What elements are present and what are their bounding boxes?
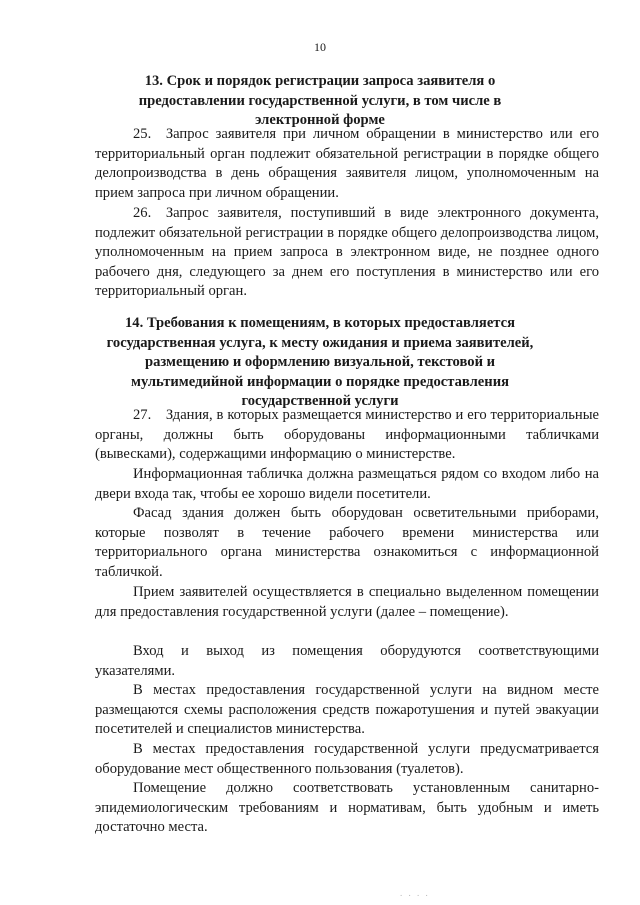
paragraph-sanitary: Помещение должно соответствовать установленным санитарно-эпидемиологическим требованиям и нормативам, быть удобным и иметь достаточно места. xyxy=(95,780,599,836)
paragraph-25: 25. Запрос заявителя при личном обращении в министерство или его территориальный орган подлежит обязательной регистрации в порядке общего делопроизводства в день обращения заявителя лицом, уполномоченным на прием запроса при личном обращении. xyxy=(95,126,599,201)
paragraph-reception: Прием заявителей осуществляется в специально выделенном помещении для предоставления государственной услуги (далее – помещение). xyxy=(95,584,599,620)
page-number: 10 xyxy=(314,40,326,54)
section-14-heading: 14. Требования к помещениям, в которых предоставляется государственная услуга, к месту ожидания и приема заявителей, размещению и оформлению визуальной, текстовой и мультимедийной информации о порядке предоставления государственной услуги xyxy=(106,315,534,410)
section-13-heading: 13. Срок и порядок регистрации запроса заявителя о предоставлении государственной услуги, в том числе в электронной форме xyxy=(138,73,502,129)
paragraph-toilets: В местах предоставления государственной услуги предусматривается оборудование мест общественного пользования (туалетов). xyxy=(95,741,599,777)
paragraph-info-plate: Информационная табличка должна размещаться рядом со входом либо на двери входа так, чтобы ее хорошо видели посетители. xyxy=(95,466,599,502)
paragraph-facade: Фасад здания должен быть оборудован осветительными приборами, которые позволят в течение рабочего времени министерства или территориального органа министерства ознакомиться с информационной табличкой. xyxy=(95,505,599,580)
paragraph-27: 27. Здания, в которых размещается министерство и его территориальные органы, должны быть оборудованы информационными табличками (вывесками), содержащими информацию о министерстве. xyxy=(95,407,599,463)
paragraph-evacuation: В местах предоставления государственной услуги на видном месте размещаются схемы расположения средств пожаротушения и путей эвакуации посетителей и специалистов министерства. xyxy=(95,682,599,738)
scan-artifact-dots: . . . . xyxy=(400,888,430,898)
paragraph-26: 26. Запрос заявителя, поступивший в виде электронного документа, подлежит обязательной регистрации в порядке общего делопроизводства лицом, уполномоченным на прием запроса в электронном виде, не позднее одного рабочего дня, следующего за днем его поступления в министерство или его территориальный орган. xyxy=(95,205,599,300)
paragraph-entrance: Вход и выход из помещения оборудуются соответствующими указателями. xyxy=(95,643,599,679)
